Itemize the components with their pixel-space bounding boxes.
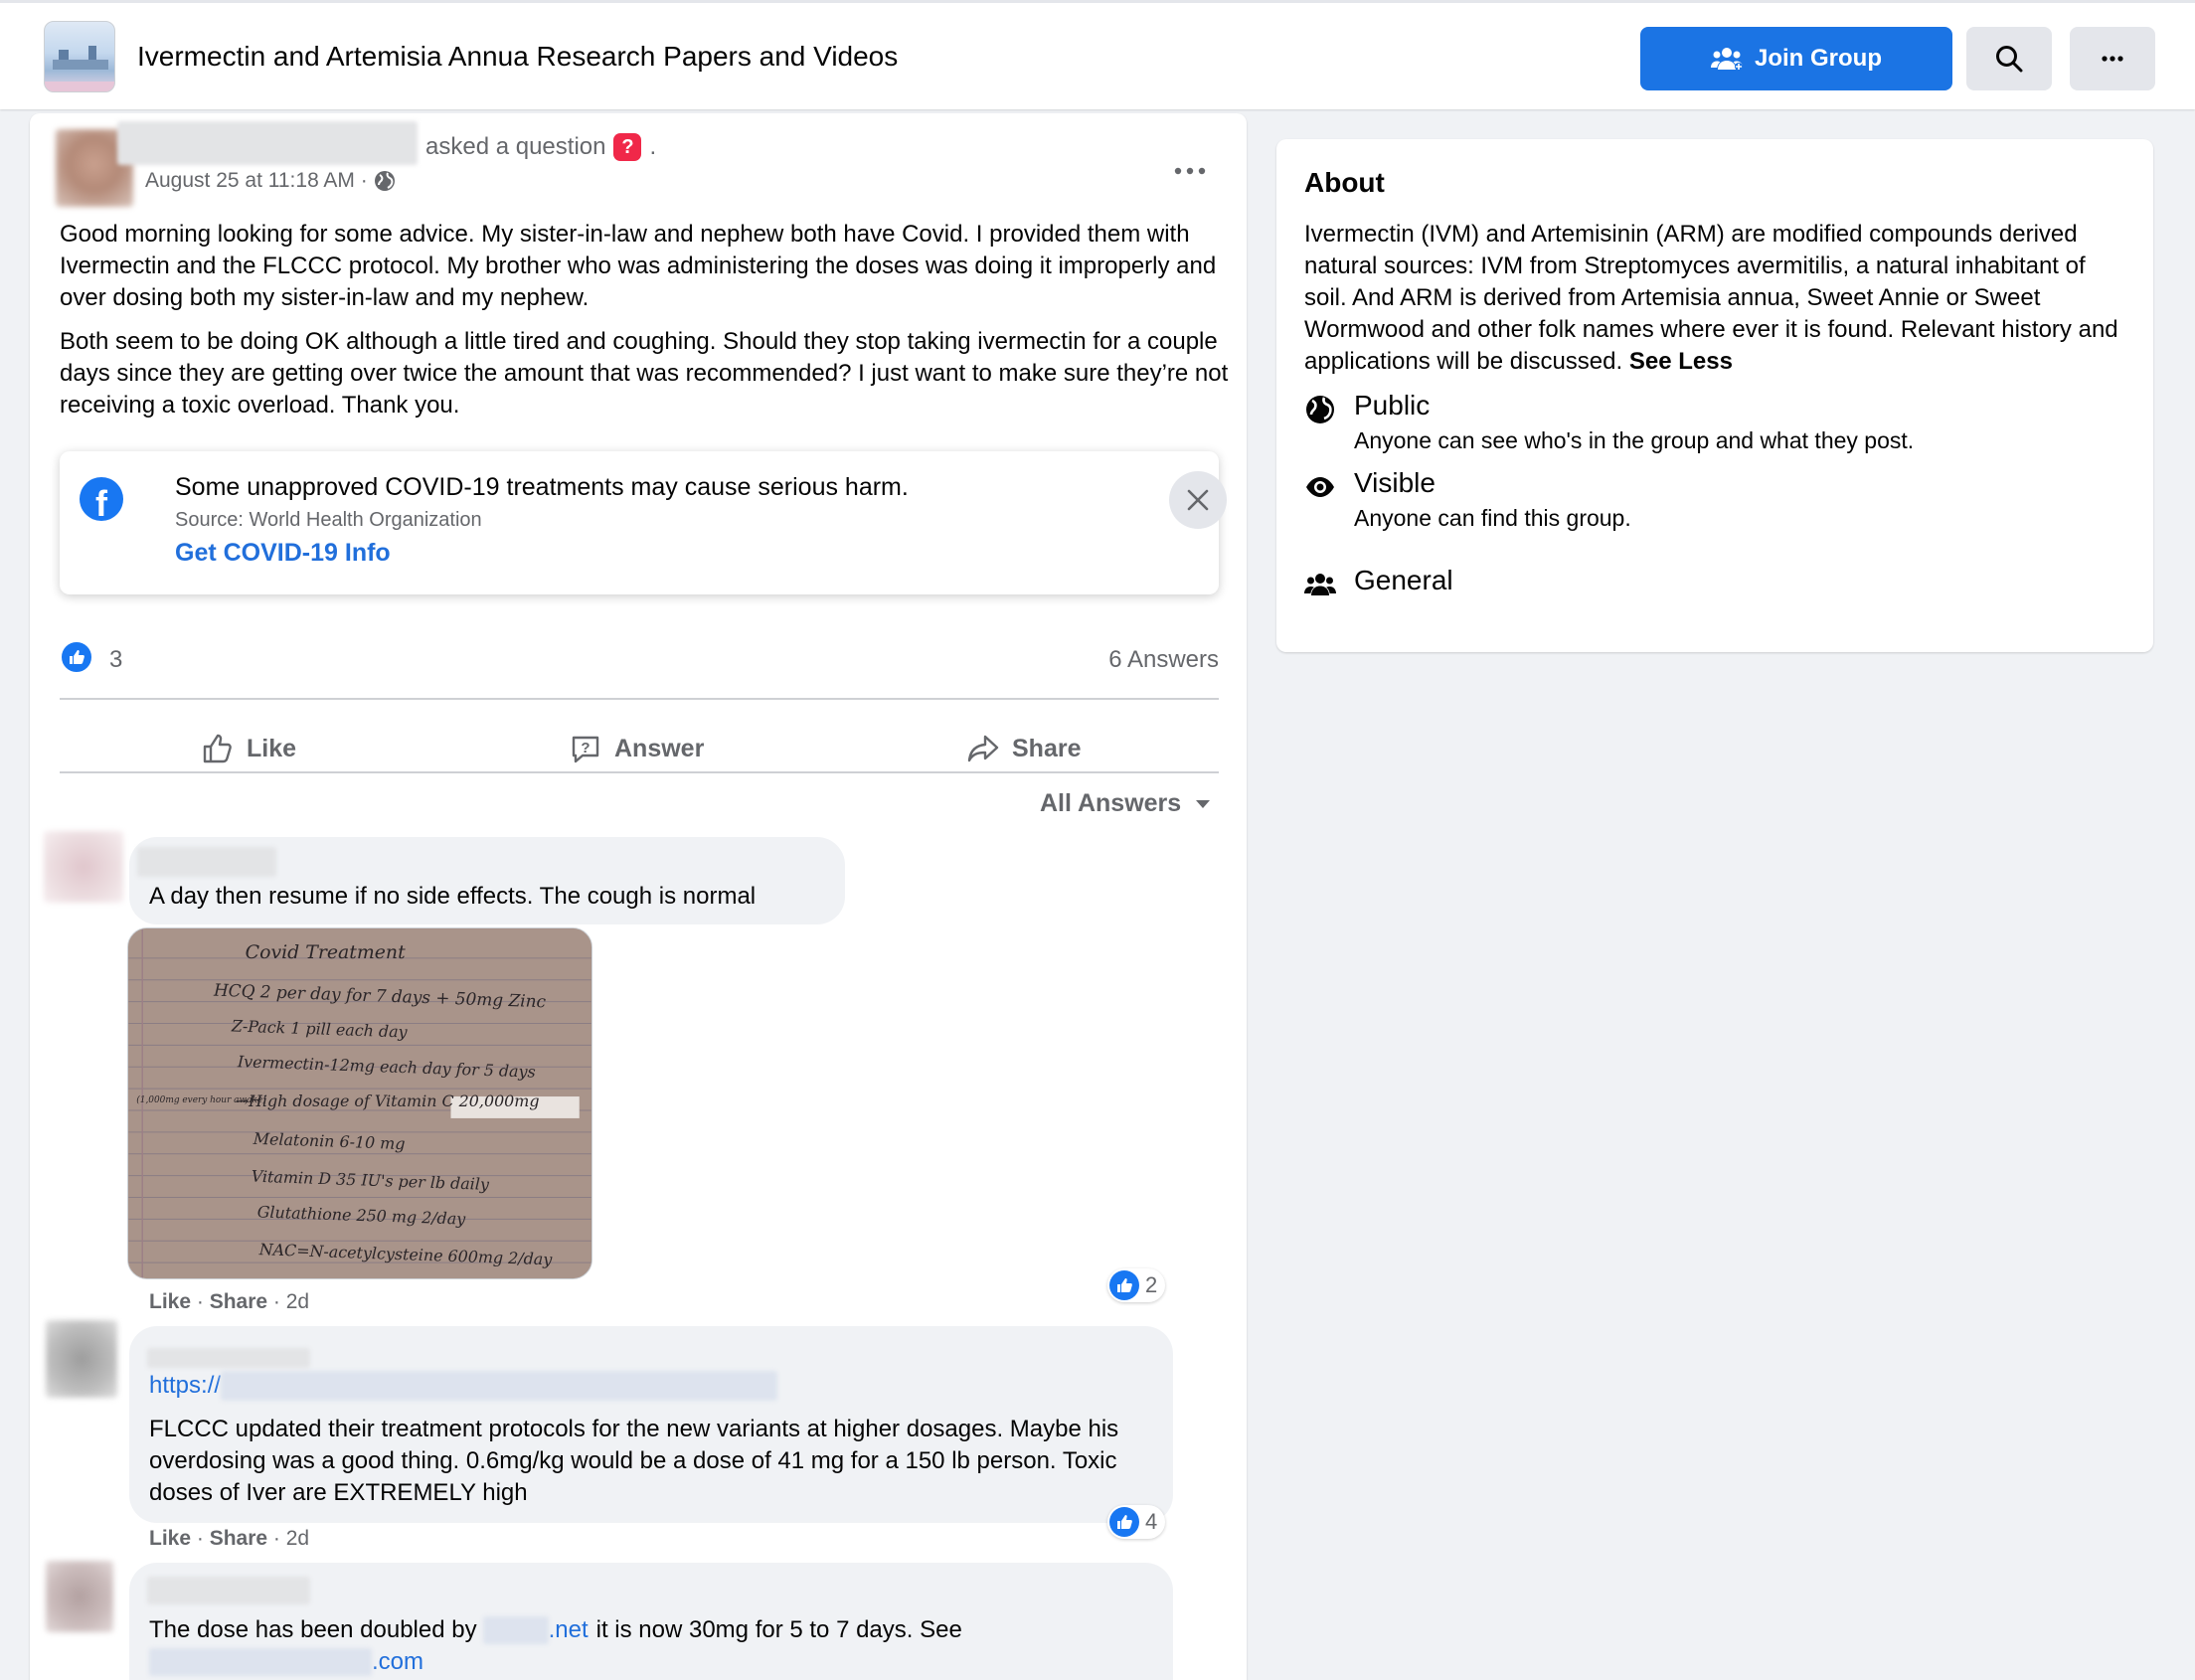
general-label: General [1354, 565, 1453, 595]
answer-reaction-count: 2 [1145, 1272, 1158, 1297]
note-line: →High dosage of Vitamin C 20,000mg [235, 1091, 540, 1110]
treatment-note-photo[interactable] [127, 927, 592, 1279]
covid-info-link[interactable]: Get COVID-19 Info [175, 539, 391, 567]
answer-text: FLCCC updated their treatment protocols for the new variants at higher dosages. Maybe his overdosing was a good thing. 0.6mg/kg would be a dose of 41 mg for a 150 lb person. Toxic doses of Iver are EXTREMELY high [149, 1416, 1119, 1506]
globe-icon [1304, 394, 1336, 425]
more-options-button[interactable] [2070, 27, 2155, 90]
visible-description: Anyone can find this group. [1354, 505, 1631, 531]
close-notice-button[interactable] [1169, 471, 1227, 529]
answer-age[interactable]: 2d [285, 1290, 310, 1313]
facebook-logo-icon: f [80, 477, 123, 521]
notice-title: Some unapproved COVID-19 treatments may cause serious harm. [175, 473, 909, 501]
answer-meta: Like · Share · 2d [149, 1290, 310, 1313]
like-label: Like [247, 734, 297, 762]
post-timestamp[interactable]: August 25 at 11:18 AM · [145, 169, 368, 192]
note-line: HCQ 2 per day for 7 days + 50mg Zinc [213, 979, 547, 1012]
author-name-redacted[interactable] [117, 121, 418, 165]
answer-link-line[interactable] [149, 1646, 423, 1678]
answer-author-redacted[interactable] [147, 1348, 310, 1368]
like-reaction-icon [1109, 1270, 1139, 1300]
answer-bubble [129, 1326, 1173, 1523]
post-body [60, 219, 1243, 433]
note-line: Ivermectin-12mg each day for 5 days [237, 1052, 537, 1082]
about-description [1304, 219, 2129, 378]
answer-author-redacted[interactable] [147, 1577, 310, 1604]
share-label: Share [1012, 734, 1082, 762]
share-answer-link[interactable]: Share [209, 1527, 268, 1550]
answer-bubble-icon [569, 732, 602, 765]
answer-text: A day then resume if no side effects. The cough is normal [149, 883, 757, 910]
answer-reactions[interactable] [1107, 1505, 1165, 1539]
handwritten-note-image [128, 928, 591, 1278]
answer-avatar[interactable] [46, 1320, 117, 1398]
link-url-redacted[interactable] [221, 1371, 777, 1401]
visible-label: Visible [1354, 467, 1435, 498]
question-post [30, 113, 1247, 1680]
visibility-visible [1304, 467, 2100, 537]
join-group-button[interactable] [1640, 27, 1952, 90]
more-dots-icon [2098, 44, 2127, 74]
shared-link[interactable] [149, 1370, 777, 1402]
note-line: Vitamin D 35 IU's per lb daily [251, 1166, 490, 1194]
answer-reaction-count: 4 [1145, 1509, 1158, 1534]
more-dots-icon [1173, 166, 1207, 176]
close-icon [1185, 487, 1211, 513]
share-button[interactable] [966, 718, 1081, 779]
like-button[interactable] [201, 718, 296, 779]
note-line: Covid Treatment [245, 940, 406, 963]
join-group-label: Join Group [1755, 45, 1882, 72]
note-line: Glutathione 250 mg 2/day [256, 1202, 466, 1229]
notice-source: Source: World Health Organization [175, 509, 482, 531]
group-cover-thumbnail[interactable] [44, 21, 115, 92]
like-reaction-icon [1109, 1507, 1139, 1537]
privacy-public [1304, 390, 2100, 459]
link-prefix[interactable]: https:// [149, 1372, 222, 1399]
divider [60, 698, 1219, 700]
answer-age[interactable]: 2d [285, 1527, 310, 1550]
like-answer-link[interactable]: Like [149, 1290, 192, 1313]
like-answer-link[interactable]: Like [149, 1527, 192, 1550]
sort-label: All Answers [1040, 789, 1182, 817]
share-icon [966, 732, 1000, 765]
answer-text-line [149, 1614, 962, 1646]
post-meta [145, 169, 396, 193]
answer-avatar[interactable] [46, 1561, 113, 1632]
search-button[interactable] [1966, 27, 2052, 90]
answer-text: The dose has been doubled by [149, 1616, 477, 1643]
note-line: Z-Pack 1 pill each day [231, 1016, 408, 1042]
divider [60, 771, 1219, 773]
answer-button[interactable] [569, 718, 704, 779]
people-icon [1711, 46, 1743, 72]
link-redacted[interactable] [483, 1616, 549, 1644]
covid-info-notice [60, 451, 1219, 594]
group-header [0, 0, 2195, 109]
post-options-button[interactable] [1165, 151, 1215, 191]
post-paragraph: Both seem to be doing OK although a little tired and coughing. Should they stop taking ivermectin for a couple days since they are getting over twice the amount that was recommended? I just want to make sure they’re not receiving a toxic overload. Thank you. [60, 328, 1229, 419]
asked-question-text: asked a question [425, 133, 606, 160]
note-margin-note: (1,000mg every hour awake) [136, 1095, 266, 1106]
link-redacted[interactable] [149, 1648, 372, 1676]
answer-reactions[interactable] [1107, 1268, 1165, 1302]
like-icon [201, 732, 235, 765]
answer-author-redacted[interactable] [137, 847, 276, 877]
group-title[interactable]: Ivermectin and Artemisia Annua Research Papers and Videos [137, 41, 899, 72]
reaction-summary [60, 640, 1219, 690]
post-paragraph: Good morning looking for some advice. My sister-in-law and nephew both have Covid. I provided them with Ivermectin and the FLCCC protocol. My brother who was administering the doses was doing it improperly and over dosing both my sister-in-law and my nephew. [60, 221, 1217, 311]
search-icon [1994, 44, 2024, 74]
note-line: Melatonin 6-10 mg [253, 1128, 406, 1154]
answer-meta: Like · Share · 2d [149, 1527, 310, 1550]
see-less-link[interactable]: See Less [1628, 348, 1733, 375]
asked-period: . [649, 133, 657, 160]
public-description: Anyone can see who's in the group and what they post. [1354, 427, 1915, 453]
answer-bubble [129, 837, 845, 924]
com-link[interactable]: .com [372, 1648, 424, 1675]
sort-answers-dropdown[interactable] [1040, 789, 1211, 818]
answer-label: Answer [614, 734, 705, 762]
answer-avatar[interactable] [44, 831, 123, 903]
svg-text:?: ? [581, 740, 591, 756]
answer-bubble [129, 1563, 1173, 1680]
answer-text: it is now 30mg for 5 to 7 days. See [595, 1616, 962, 1643]
note-line: NAC=N-acetylcysteine 600mg 2/day [258, 1240, 553, 1269]
like-reaction-icon[interactable] [60, 640, 93, 674]
eye-icon [1304, 471, 1336, 503]
share-answer-link[interactable]: Share [209, 1290, 268, 1313]
caret-down-icon [1195, 799, 1211, 809]
asked-question-line [425, 133, 656, 161]
about-description-text: Ivermectin (IVM) and Artemisinin (ARM) are modified compounds derived natural sources: IVM from Streptomyces avermitilis, a natural inhabitant of soil. And ARM is derived from Artemisia annua, Sweet Annie or Sweet Wormwood and other folk names where ever it is found. Relevant history and applications will be discussed. [1304, 221, 2118, 375]
about-title: About [1304, 167, 1385, 198]
net-link[interactable]: .net [548, 1616, 589, 1643]
question-icon: ? [613, 133, 641, 161]
answers-count[interactable]: 6 Answers [1108, 646, 1219, 673]
globe-icon [374, 170, 396, 192]
public-label: Public [1354, 390, 1431, 420]
reaction-count[interactable]: 3 [109, 646, 123, 673]
about-panel [1276, 139, 2153, 652]
people-icon [1304, 569, 1336, 600]
group-type-general [1304, 565, 2100, 604]
